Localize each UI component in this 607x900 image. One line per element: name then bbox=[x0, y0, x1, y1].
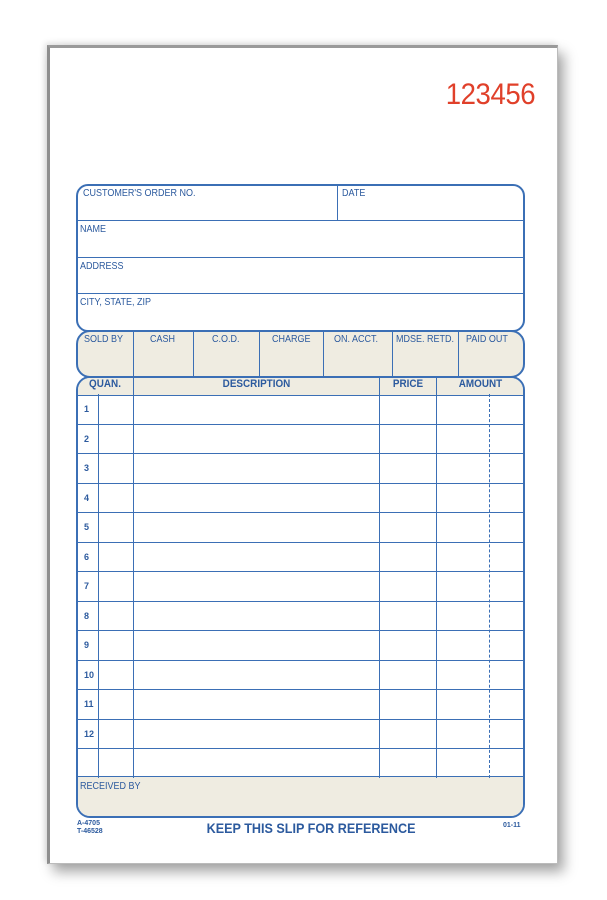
divider bbox=[392, 331, 393, 377]
date-field[interactable]: DATE bbox=[342, 188, 366, 199]
row-divider bbox=[77, 453, 524, 454]
line-number: 6 bbox=[84, 551, 90, 562]
line-number: 2 bbox=[84, 433, 90, 444]
customer-info-box bbox=[76, 184, 525, 332]
line-number: 1 bbox=[84, 404, 90, 414]
line-items-table bbox=[76, 376, 525, 818]
serial-number: 123456 bbox=[445, 78, 535, 111]
line-number: 4 bbox=[84, 492, 90, 503]
paid-out-option[interactable]: PAID OUT bbox=[466, 334, 508, 345]
address-field[interactable]: ADDRESS bbox=[80, 261, 124, 272]
row-divider bbox=[77, 601, 524, 602]
form-code bbox=[77, 820, 103, 836]
line-number: 5 bbox=[84, 522, 90, 532]
charge-option[interactable]: CHARGE bbox=[272, 334, 311, 345]
cod-option[interactable]: C.O.D. bbox=[212, 334, 240, 345]
received-by-field[interactable]: RECEIVED BY bbox=[80, 781, 141, 792]
reference-notice: KEEP THIS SLIP FOR REFERENCE bbox=[206, 820, 416, 836]
name-field[interactable]: NAME bbox=[80, 224, 107, 235]
row-divider bbox=[77, 512, 524, 513]
row-divider bbox=[77, 719, 524, 720]
line-number: 11 bbox=[84, 699, 94, 709]
row-divider bbox=[77, 630, 524, 631]
row-divider bbox=[77, 424, 524, 425]
line-number: 3 bbox=[84, 463, 90, 473]
row-divider bbox=[77, 748, 524, 749]
merchandise-returned-option[interactable]: MDSE. RETD. bbox=[396, 334, 455, 345]
row-divider bbox=[77, 483, 524, 484]
row-divider bbox=[77, 689, 524, 690]
cash-option[interactable]: CASH bbox=[150, 334, 176, 345]
line-number: 8 bbox=[84, 610, 90, 621]
row-divider bbox=[77, 542, 524, 543]
line-number: 10 bbox=[84, 669, 95, 680]
line-number: 12 bbox=[84, 728, 95, 739]
amount-header: AMOUNT bbox=[458, 378, 503, 390]
city-state-zip-field[interactable]: CITY, STATE, ZIP bbox=[80, 297, 152, 308]
form-code-1: A-4705 bbox=[77, 820, 100, 827]
divider bbox=[133, 331, 134, 377]
on-account-option[interactable]: ON. ACCT. bbox=[334, 334, 379, 345]
line-number: 7 bbox=[84, 581, 90, 591]
description-header: DESCRIPTION bbox=[222, 378, 291, 390]
received-by-area bbox=[78, 776, 523, 816]
line-number: 9 bbox=[84, 640, 90, 650]
sold-by-option[interactable]: SOLD BY bbox=[84, 334, 124, 345]
divider bbox=[458, 331, 459, 377]
form-code-2: T-46528 bbox=[77, 828, 103, 835]
divider bbox=[98, 394, 99, 778]
divider bbox=[77, 220, 524, 221]
revision-code: 01-11 bbox=[503, 822, 521, 829]
divider bbox=[323, 331, 324, 377]
cents-divider bbox=[489, 394, 490, 778]
row-divider bbox=[77, 660, 524, 661]
quantity-header: QUAN. bbox=[89, 378, 121, 390]
divider bbox=[259, 331, 260, 377]
divider bbox=[77, 257, 524, 258]
divider bbox=[193, 331, 194, 377]
customer-order-no-field[interactable]: CUSTOMER'S ORDER NO. bbox=[83, 188, 196, 199]
divider bbox=[337, 185, 338, 220]
divider bbox=[77, 293, 524, 294]
price-header: PRICE bbox=[392, 378, 424, 390]
row-divider bbox=[77, 571, 524, 572]
